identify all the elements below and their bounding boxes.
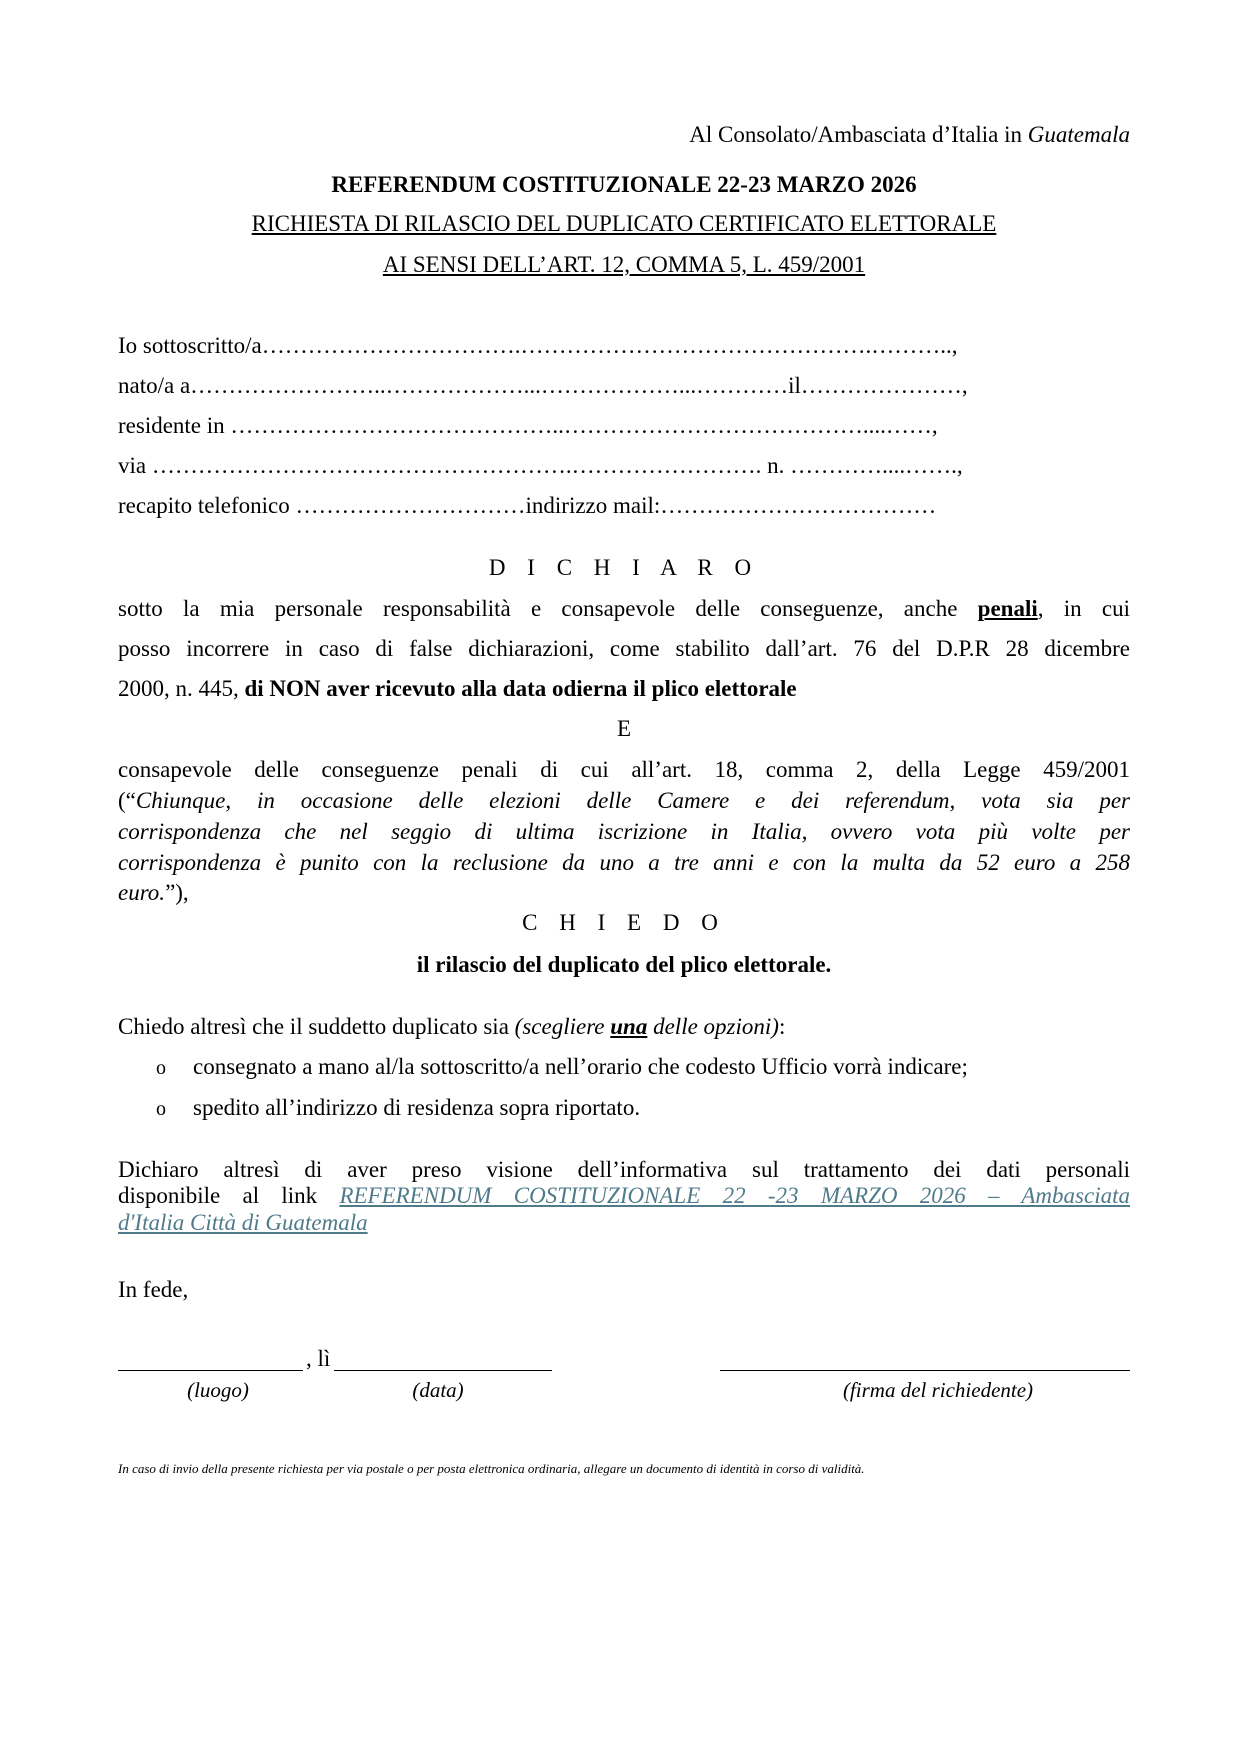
- li-label: , lì: [306, 1346, 331, 1371]
- subtitle-2: AI SENSI DELL’ART. 12, COMMA 5, L. 459/2001: [382, 252, 866, 277]
- declare-line-3: 2000, n. 445, di NON aver ricevuto alla data odierna il plico elettorale: [118, 676, 797, 701]
- field-contacts: recapito telefonico …………………………indirizzo mail:………………………………: [118, 493, 937, 518]
- date-caption: (data): [412, 1378, 464, 1402]
- conjunction: E: [616, 716, 632, 741]
- penali-emphasis: penali: [977, 596, 1038, 621]
- penalty-line-4: corrispondenza è punito con la reclusione da uno a tre anni e con la multa da 52 euro a 258: [118, 850, 1130, 875]
- signature-line[interactable]: [720, 1370, 1130, 1371]
- subtitle-1: RICHIESTA DI RILASCIO DEL DUPLICATO CERTIFICATO ELETTORALE: [251, 211, 997, 236]
- declare-line-2: posso incorrere in caso di false dichiarazioni, come stabilito dall’art. 76 del D.P.R 28 dicembre: [118, 636, 1130, 661]
- request-text: il rilascio del duplicato del plico elettorale.: [416, 952, 832, 977]
- penalty-line-5: euro.”),: [118, 880, 189, 905]
- declare-heading: D I C H I A R O: [488, 555, 760, 580]
- privacy-link-continued[interactable]: d'Italia Città di Guatemala: [118, 1210, 368, 1235]
- closing: In fede,: [118, 1277, 189, 1302]
- privacy-line-3: [118, 1210, 368, 1236]
- addressee-prefix: Al Consolato/Ambasciata d’Italia in: [689, 122, 1028, 147]
- addressee: [689, 122, 1130, 148]
- signature-caption: (firma del richiedente): [842, 1378, 1034, 1402]
- field-name: Io sottoscritto/a…………………………….……………………………………….………..,: [118, 333, 958, 358]
- declare-statement: di NON aver ricevuto alla data odierna il plico elettorale: [244, 676, 797, 701]
- privacy-line-2: disponibile al link REFERENDUM COSTITUZIONALE 22 -23 MARZO 2026 – Ambasciata: [118, 1183, 1130, 1208]
- date-line[interactable]: [334, 1370, 552, 1371]
- place-line[interactable]: [118, 1370, 303, 1371]
- privacy-link[interactable]: REFERENDUM COSTITUZIONALE 22 -23 MARZO 2026 – Ambasciata: [339, 1183, 1130, 1208]
- penalty-line-3: corrispondenza che nel seggio di ultima iscrizione in Italia, ovvero vota più volte per: [118, 819, 1130, 844]
- penalty-line-1: consapevole delle conseguenze penali di cui all’art. 18, comma 2, della Legge 459/2001: [118, 757, 1130, 782]
- option-bullet-1[interactable]: o: [156, 1057, 166, 1079]
- document-page: [118, 0, 1130, 1755]
- request-heading: C H I E D O: [522, 910, 726, 935]
- place-caption: (luogo): [187, 1378, 249, 1402]
- addressee-country: Guatemala: [1027, 122, 1130, 147]
- one-emphasis: una: [610, 1014, 648, 1039]
- field-residence: residente in ……………………………………..…………………………………....……,: [118, 413, 938, 438]
- options-intro: Chiedo altresì che il suddetto duplicato sia (scegliere una delle opzioni):: [118, 1014, 786, 1039]
- privacy-line-1: Dichiaro altresì di aver preso visione dell’informativa sul trattamento dei dati personali: [118, 1157, 1130, 1182]
- option-mail-delivery: spedito all’indirizzo di residenza sopra riportato.: [193, 1095, 641, 1120]
- penalty-line-2: (“Chiunque, in occasione delle elezioni delle Camere e dei referendum, vota sia per: [118, 788, 1130, 813]
- main-title: REFERENDUM COSTITUZIONALE 22-23 MARZO 2026: [331, 172, 917, 197]
- field-street: via ……………………………………………….……………………. n. …………....…….,: [118, 453, 963, 478]
- option-hand-delivery: consegnato a mano al/la sottoscritto/a nell’orario che codesto Ufficio vorrà indicare;: [193, 1054, 968, 1079]
- option-bullet-2[interactable]: o: [156, 1098, 166, 1120]
- declare-line-1: sotto la mia personale responsabilità e consapevole delle conseguenze, anche penali, in cui: [118, 596, 1130, 621]
- footnote: In caso di invio della presente richiesta per via postale o per posta elettronica ordinaria, allegare un documento di identità in corso di validità.: [118, 1461, 865, 1476]
- field-birth: nato/a a……………………..………………...………………...…………il…………………,: [118, 373, 968, 398]
